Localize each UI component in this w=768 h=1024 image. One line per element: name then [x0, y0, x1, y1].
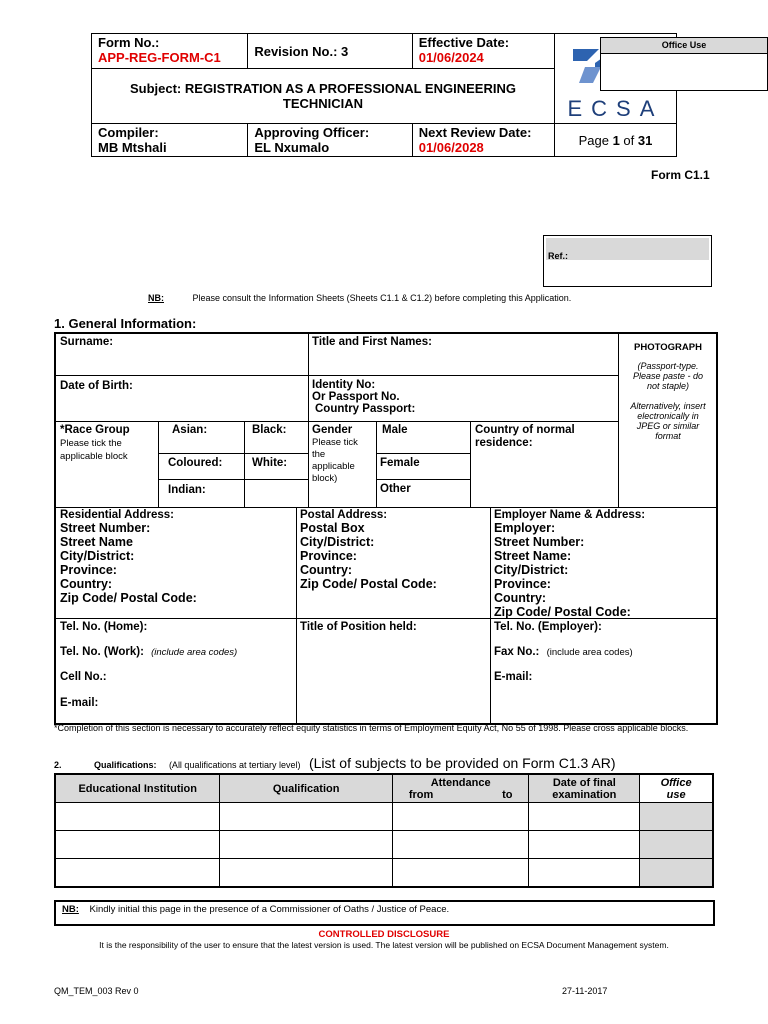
residential-address-line: Province:	[60, 563, 117, 577]
col-office-use	[640, 774, 713, 803]
subject: REGISTRATION AS A PROFESSIONAL ENGINEERING TECHNICIAN	[184, 81, 516, 111]
nb2-text: Kindly initial this page in the presence of a Commissioner of Oaths / Justice of Peace.	[89, 904, 450, 915]
page-of: of	[623, 132, 635, 148]
page-total: 31	[637, 132, 653, 148]
section2-note: (List of subjects to be provided on Form C1.3 AR)	[308, 755, 616, 771]
position-label: Title of Position held:	[300, 621, 417, 633]
indian-checkbox[interactable]	[246, 481, 306, 505]
col-from: from	[408, 788, 434, 801]
nb-label: NB:	[148, 293, 164, 303]
nb-line	[148, 293, 571, 303]
page-number	[554, 124, 676, 157]
white-label: White:	[252, 457, 288, 469]
ref-box[interactable]	[543, 235, 712, 287]
residential-address-line: City/District:	[60, 549, 135, 563]
section2-heading	[54, 755, 616, 773]
residential-address-line: Street Name	[60, 535, 133, 549]
gender-hint: Please tick the applicable block)	[312, 437, 358, 484]
nb2-label: NB:	[62, 904, 79, 915]
col-institution: Educational Institution	[55, 774, 220, 803]
compiler-cell	[92, 124, 248, 157]
col-attendance	[392, 774, 529, 803]
postal-address-line: Postal Box	[300, 521, 365, 535]
nb-text: Please consult the Information Sheets (Sheets C1.1 & C1.2) before completing this Application.	[192, 293, 572, 303]
female-option[interactable]: Female	[380, 457, 420, 469]
race-group-label: *Race Group	[60, 424, 130, 436]
employer-address-line: Zip Code/ Postal Code:	[494, 605, 631, 619]
photo-note1: (Passport-type. Please paste - do not staple)	[632, 361, 704, 391]
race-hint: Please tick the applicable block	[60, 438, 128, 462]
page-prefix: Page	[578, 132, 609, 148]
office-use-label: Office Use	[601, 38, 767, 54]
employer-address-line: Province:	[494, 577, 551, 591]
fax-label	[494, 646, 633, 659]
table-row[interactable]	[55, 803, 713, 831]
residential-address-line: Country:	[60, 577, 113, 591]
postal-address-line: Postal Address:	[300, 509, 388, 521]
logo-text: ECSA	[567, 96, 664, 121]
photo-note2: Alternatively, insert electronically in JPEG or similar format	[630, 401, 706, 441]
employer-address-line: Street Name:	[494, 549, 572, 563]
gender-label: Gender	[312, 424, 353, 436]
fax-text: Fax No.:	[494, 646, 540, 658]
section2-hint: (All qualifications at tertiary level)	[168, 760, 301, 770]
employer-address-line: Employer Name & Address:	[494, 509, 646, 521]
effective-cell	[412, 34, 554, 69]
residential-address-line: Residential Address:	[60, 509, 174, 521]
cell-label: Cell No.:	[60, 671, 107, 683]
tel-employer-label: Tel. No. (Employer):	[494, 621, 602, 633]
white-checkbox[interactable]	[246, 455, 306, 477]
review-date: 01/06/2028	[418, 140, 484, 155]
photograph-box[interactable]	[620, 334, 716, 507]
postal-address[interactable]	[300, 509, 437, 591]
section2-num: 2.	[54, 760, 62, 770]
col-office1: Office	[660, 776, 692, 789]
col-date1: Date of final	[552, 776, 616, 789]
review-cell	[412, 124, 554, 157]
subject-label: Subject:	[129, 81, 182, 96]
fax-hint: (include area codes)	[546, 647, 633, 658]
postal-address-line: Province:	[300, 549, 357, 563]
postal-address-line: Zip Code/ Postal Code:	[300, 577, 437, 591]
form-no-cell	[92, 34, 248, 69]
col-qualification: Qualification	[220, 774, 392, 803]
section1-heading: 1. General Information:	[54, 316, 197, 331]
tel-work-label	[60, 646, 237, 659]
effective-label: Effective Date:	[418, 35, 510, 50]
photo-title: PHOTOGRAPH	[634, 342, 702, 353]
title-names-label: Title and First Names:	[312, 336, 432, 348]
page-num: 1	[612, 132, 620, 148]
effective-date: 01/06/2024	[418, 50, 484, 65]
dob-field[interactable]	[60, 394, 304, 418]
compiler-label: Compiler:	[98, 125, 159, 140]
col-attendance-label: Attendance	[430, 776, 491, 789]
residential-address-line: Street Number:	[60, 521, 151, 535]
table-row[interactable]	[55, 859, 713, 888]
coloured-label: Coloured:	[168, 457, 223, 469]
id-line2: Or Passport No.	[312, 391, 400, 403]
review-label: Next Review Date:	[418, 125, 532, 140]
nb2-box	[54, 900, 715, 926]
approver-cell	[248, 124, 412, 157]
postal-address-line: Country:	[300, 563, 353, 577]
id-line1: Identity No:	[312, 379, 376, 391]
residential-address[interactable]	[60, 509, 197, 605]
asian-label: Asian:	[172, 424, 208, 436]
surname-field[interactable]	[60, 350, 304, 372]
footer-left: QM_TEM_003 Rev 0	[54, 986, 139, 996]
tel-work-hint: (include area codes)	[151, 647, 238, 658]
col-to: to	[502, 788, 513, 801]
indian-label: Indian:	[168, 484, 206, 496]
employer-address-line: Street Number:	[494, 535, 585, 549]
black-label: Black:	[252, 424, 287, 436]
ref-label: Ref.:	[546, 238, 709, 260]
email-label: E-mail:	[60, 697, 99, 709]
form-no: APP-REG-FORM-C1	[98, 50, 221, 65]
form-no-label: Form No.:	[98, 35, 160, 50]
subject-cell	[92, 69, 555, 124]
employer-address-line: Employer:	[494, 521, 556, 535]
tel-work-text: Tel. No. (Work):	[60, 646, 144, 658]
col-office2: use	[666, 788, 686, 801]
general-info-section	[54, 332, 718, 725]
title-names-field[interactable]	[312, 350, 612, 372]
email2-label: E-mail:	[494, 671, 533, 683]
residential-address-line: Zip Code/ Postal Code:	[60, 591, 197, 605]
id-line3: Country Passport:	[315, 403, 416, 415]
revision: Revision No.: 3	[248, 34, 412, 69]
equity-footnote: *Completion of this section is necessary to accurately reflect equity statistics in terms of Employment Equity Act, No 55 of 1998. Please cross applicable blocks.	[54, 723, 689, 733]
approver: EL Nxumalo	[254, 140, 330, 155]
section2-label: Qualifications:	[93, 760, 157, 770]
qualifications-table	[54, 773, 714, 888]
col-final-exam	[529, 774, 640, 803]
office-use-box[interactable]	[600, 37, 768, 91]
postal-address-line: City/District:	[300, 535, 375, 549]
employer-address-line: Country:	[494, 591, 547, 605]
tel-home-label: Tel. No. (Home):	[60, 621, 148, 633]
dob-label: Date of Birth:	[60, 380, 133, 392]
table-row[interactable]	[55, 831, 713, 859]
col-date2: examination	[552, 788, 617, 801]
footer-right: 27-11-2017	[562, 986, 608, 996]
approver-label: Approving Officer:	[254, 125, 370, 140]
male-option[interactable]: Male	[382, 424, 408, 436]
disclosure-title: CONTROLLED DISCLOSURE	[318, 929, 450, 940]
other-option[interactable]: Other	[380, 483, 411, 495]
employer-address[interactable]	[494, 509, 645, 619]
employer-address-line: City/District:	[494, 563, 569, 577]
country-res-label: Country of normal residence:	[475, 424, 575, 449]
surname-label: Surname:	[60, 336, 114, 348]
form-id: Form C1.1	[651, 168, 710, 182]
compiler: MB Mtshali	[98, 140, 167, 155]
disclosure-text: It is the responsibility of the user to ensure that the latest version is used. The latest version will be published on ECSA Document Management system.	[99, 940, 669, 950]
document-header	[91, 33, 677, 157]
